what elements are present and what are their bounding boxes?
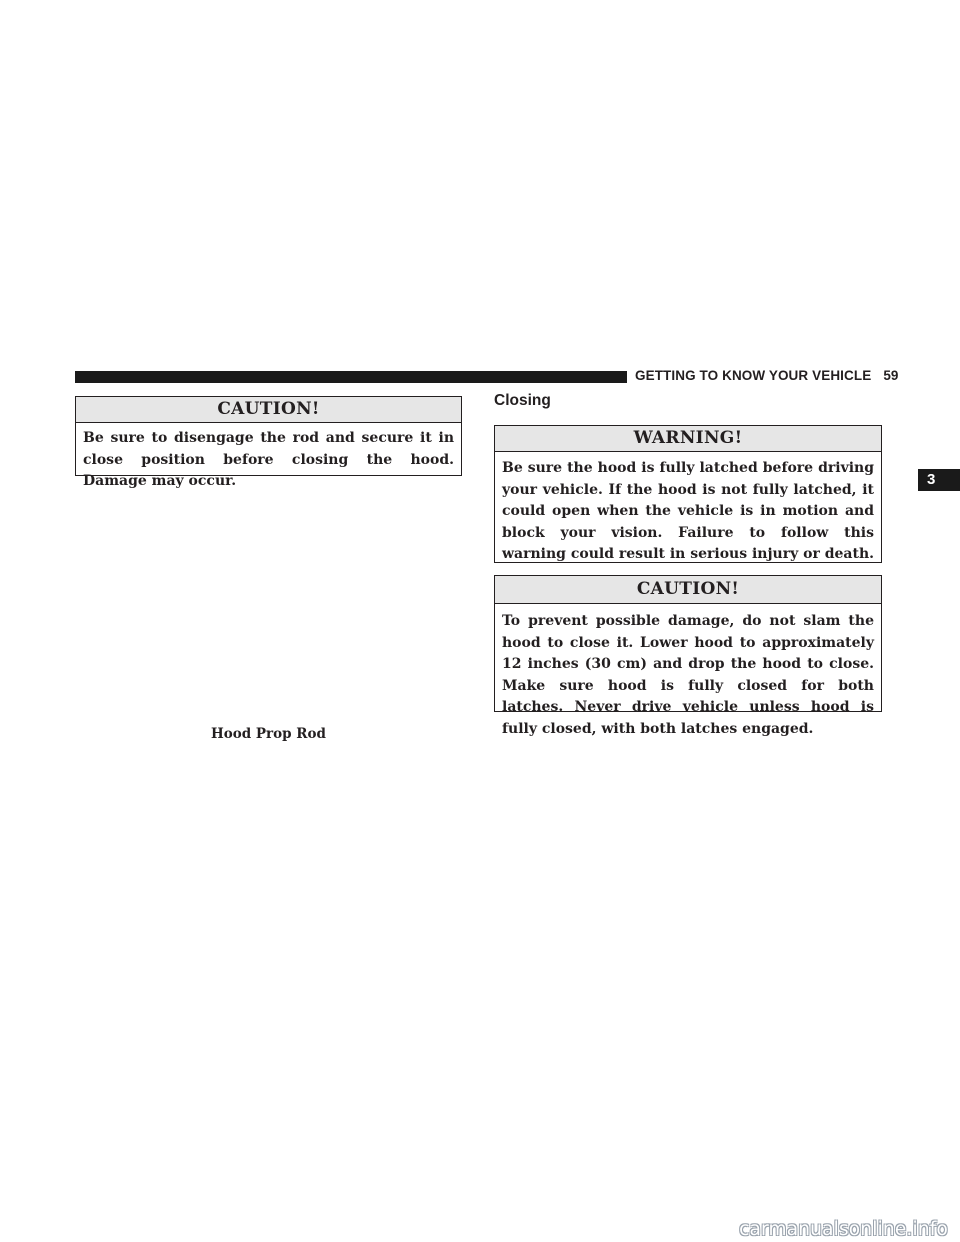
closing-heading: Closing <box>494 392 551 409</box>
caution-text: To prevent possible damage, do not slam the hood to close it. Lower hood to approximately 12 inches (30 cm) and drop the hood to close. Make sure hood is fully closed for both latches. Never drive vehicle unless hood is fully closed, with both latches engaged. <box>502 613 874 737</box>
warning-heading: WARNING! <box>495 426 881 452</box>
section-title: GETTING TO KNOW YOUR VEHICLE <box>635 368 872 383</box>
caution-text: Be sure to disengage the rod and secure it in close position before closing the hood. Damage may occur. <box>83 430 454 489</box>
header-rule <box>75 371 627 383</box>
figure-caption: Hood Prop Rod <box>211 726 326 742</box>
page-number: 59 <box>883 368 899 383</box>
chapter-tab: 3 <box>918 469 960 491</box>
running-header <box>635 368 899 383</box>
watermark <box>570 1219 954 1241</box>
caution-box-left <box>75 396 462 489</box>
watermark-text: carmanualsonline.info <box>739 1219 948 1240</box>
warning-text: Be sure the hood is fully latched before driving your vehicle. If the hood is not fully latched, it could open when the vehicle is in motion and block your vision. Failure to follow this warning could result in serious injury or death. <box>502 460 874 562</box>
caution-box-right <box>494 575 882 737</box>
warning-box <box>494 425 882 563</box>
caution-heading: CAUTION! <box>76 397 461 423</box>
caution-heading: CAUTION! <box>495 576 881 604</box>
